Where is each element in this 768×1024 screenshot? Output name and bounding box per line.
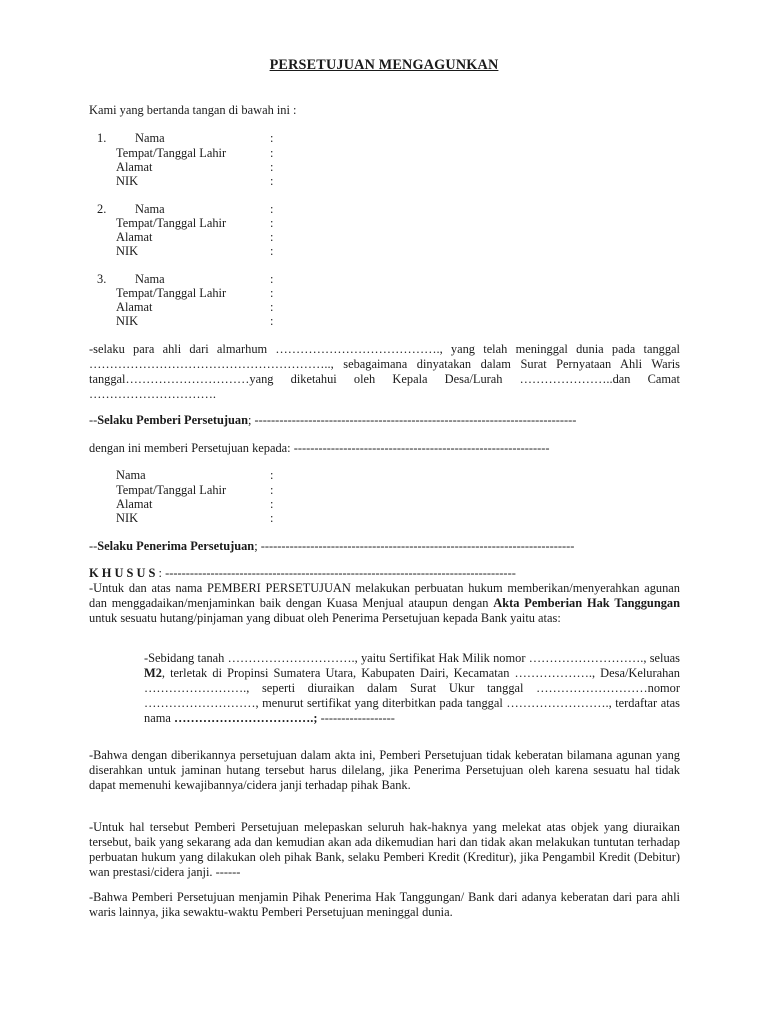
document-title: PERSETUJUAN MENGAGUNKAN	[269, 57, 499, 73]
untuk-paragraph	[89, 581, 680, 626]
terdaftar-nama: …………………………….;	[173, 711, 318, 725]
colon: :	[270, 511, 274, 525]
pemberi-suffix: ; ------------------------------------------------------------------------------	[248, 413, 577, 427]
pemberi-prefix: --	[89, 413, 98, 427]
label-nama: Nama	[135, 202, 165, 216]
label-nama: Nama	[116, 468, 146, 482]
dengan-ini-line: dengan ini memberi Persetujuan kepada: --------------------------------------------------------------	[89, 441, 550, 455]
label-alamat: Alamat	[116, 300, 153, 314]
ahli-waris-paragraph: -selaku para ahli dari almarhum …………………………………., yang telah meninggal dunia pada tanggal ………………………………………………….., sebagaimana dinyatakan dalam Surat Pernyataan Ahli Waris tanggal…………………………yang diketahui oleh Kepala Desa/Lurah …………………..dan Camat ………………………….	[89, 342, 680, 401]
intro-text: Kami yang bertanda tangan di bawah ini :	[89, 103, 297, 117]
penerima-prefix: --	[89, 539, 98, 553]
colon: :	[270, 300, 274, 314]
party-number: 3.	[97, 272, 107, 286]
sebidang-text-1: -Sebidang tanah …………………………., yaitu Sertifikat Hak Milik nomor ………………………., seluas	[144, 651, 680, 665]
untuk-text-2: untuk sesuatu hutang/pinjaman yang dibuat oleh Penerima Persetujuan kepada Bank yaitu atas:	[89, 611, 561, 625]
label-nik: NIK	[116, 314, 139, 328]
sebidang-tanah-paragraph	[144, 651, 680, 726]
untuk-text-1: -Untuk dan atas nama PEMBERI PERSETUJUAN melakukan perbuatan hukum memberikan/menyerahkan agunan dan menggadaikan/menjaminkan baik dengan Kuasa Menjual ataupun dengan	[89, 581, 680, 610]
sebidang-text-3: ------------------	[317, 711, 395, 725]
penerima-suffix: ; ----------------------------------------------------------------------------	[254, 539, 575, 553]
colon: :	[270, 202, 274, 216]
penerima-label: Selaku Penerima Persetujuan	[97, 539, 255, 553]
m2-label: M2	[144, 666, 162, 680]
label-ttl: Tempat/Tanggal Lahir	[116, 216, 227, 230]
party-number: 1.	[97, 131, 107, 145]
colon: :	[270, 146, 274, 160]
label-nik: NIK	[116, 244, 139, 258]
pemberi-label: Selaku Pemberi Persetujuan	[97, 413, 249, 427]
label-alamat: Alamat	[116, 230, 153, 244]
label-nik: NIK	[116, 174, 139, 188]
khusus-suffix: : -------------------------------------------------------------------------------------	[155, 566, 516, 580]
colon: :	[270, 286, 274, 300]
label-ttl: Tempat/Tanggal Lahir	[116, 286, 227, 300]
colon: :	[270, 160, 274, 174]
colon: :	[270, 497, 274, 511]
colon: :	[270, 230, 274, 244]
akta-label: Akta Pemberian Hak Tanggungan	[493, 596, 680, 610]
penerima-persetujuan-line	[89, 539, 680, 554]
party-number: 2.	[97, 202, 107, 216]
untuk-hal-paragraph: -Untuk hal tersebut Pemberi Persetujuan melepaskan seluruh hak-haknya yang melekat atas objek yang diuraikan tersebut, baik yang sekarang ada dan kemudian akan ada dikemudian hari dan tidak akan melakukan tuntutan terhadap perbuatan hukum yang dilakukan oleh pihak Bank, selaku Pemberi Kredit (Kreditur), jika Pengambil Kredit (Debitur) wan prestasi/cidera janji. ------	[89, 820, 680, 879]
label-nik: NIK	[116, 511, 139, 525]
khusus-label: K H U S U S	[89, 566, 156, 580]
label-nama: Nama	[135, 272, 165, 286]
bahwa-paragraph-2: -Bahwa Pemberi Persetujuan menjamin Pihak Penerima Hak Tanggungan/ Bank dari adanya keberatan dari para ahli waris lainnya, jika sewaktu-waktu Pemberi Persetujuan meninggal dunia.	[89, 890, 680, 919]
colon: :	[270, 216, 274, 230]
label-ttl: Tempat/Tanggal Lahir	[116, 146, 227, 160]
sebidang-text-2: , terletak di Propinsi Sumatera Utara, Kabupaten Dairi, Kecamatan ………………., Desa/Kelurahan ……………………., seperti diuraikan dalam Surat Ukur tanggal ………………………nomor ………………………, menurut sertifikat yang diterbitkan pada tanggal ……………………., terdaftar atas nama	[144, 666, 680, 725]
colon: :	[270, 174, 274, 188]
colon: :	[270, 314, 274, 328]
bahwa-paragraph-1: -Bahwa dengan diberikannya persetujuan dalam akta ini, Pemberi Persetujuan tidak keberatan bilamana agunan yang diserahkan untuk jaminan hutang tersebut harus dilelang, jika Penerima Persetujuan oleh karena sesuatu hal tidak dapat memenuhi kewajibannya/cidera janji terhadap pihak Bank.	[89, 748, 680, 792]
label-nama: Nama	[135, 131, 165, 145]
label-alamat: Alamat	[116, 497, 153, 511]
colon: :	[270, 483, 274, 497]
colon: :	[270, 468, 274, 482]
colon: :	[270, 131, 274, 145]
label-ttl: Tempat/Tanggal Lahir	[116, 483, 227, 497]
khusus-line	[89, 566, 680, 581]
colon: :	[270, 244, 274, 258]
label-alamat: Alamat	[116, 160, 153, 174]
pemberi-persetujuan-line	[89, 413, 680, 428]
colon: :	[270, 272, 274, 286]
